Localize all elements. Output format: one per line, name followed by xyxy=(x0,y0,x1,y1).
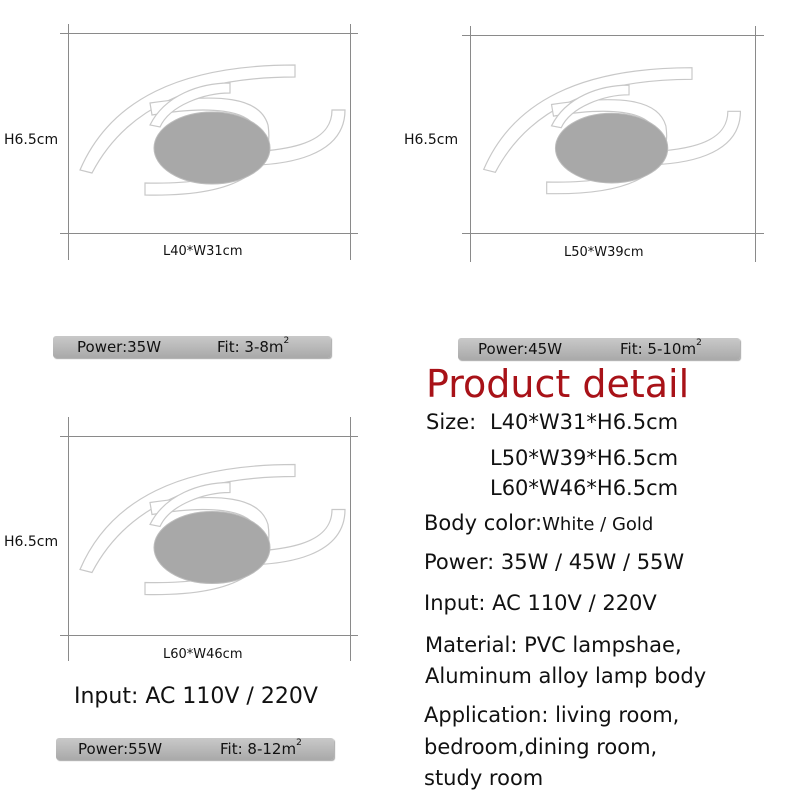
spec-badge-1 xyxy=(53,336,331,358)
fit-label: Fit: $8-12m^2$ xyxy=(220,738,302,758)
size-heading: Size: xyxy=(426,410,477,434)
height-label: H6.5cm xyxy=(4,534,59,550)
power-label: Power:45W xyxy=(478,340,563,358)
dimension-line-left xyxy=(68,417,69,661)
size-label: L50*W39cm xyxy=(564,245,644,260)
product-detail-title: Product detail xyxy=(426,362,690,406)
fit-label: Fit: $3-8m^2$ xyxy=(217,336,290,356)
spec-badge-3 xyxy=(56,738,334,760)
fit-label: Fit: $5-10m^2$ xyxy=(620,338,702,358)
unit-superscript: 2 xyxy=(696,338,702,348)
power-label: Power:55W xyxy=(78,740,163,758)
body-color-value: White / Gold xyxy=(542,514,654,535)
height-label: H6.5cm xyxy=(404,132,459,148)
application-line-1: Application: living room, xyxy=(424,703,680,727)
application-line-3: study room xyxy=(424,766,544,790)
height-label: H6.5cm xyxy=(4,132,59,148)
unit-superscript: 2 xyxy=(296,738,302,748)
material-line-1: Material: PVC lampshae, xyxy=(425,633,682,657)
size-value-2: L50*W39*H6.5cm xyxy=(490,446,679,470)
unit-superscript: 2 xyxy=(283,336,290,346)
body-color-heading: Body color: xyxy=(424,511,543,535)
size-value-3: L60*W46*H6.5cm xyxy=(490,476,679,500)
size-label: L40*W31cm xyxy=(163,244,243,259)
lamp-image xyxy=(70,452,360,617)
dimension-line-bottom xyxy=(60,233,358,234)
application-line-2: bedroom,dining room, xyxy=(424,735,658,759)
spec-badge-2 xyxy=(458,338,740,360)
dimension-line-left xyxy=(68,24,69,260)
dimension-line-top xyxy=(60,33,358,34)
dimension-line-bottom xyxy=(462,233,764,234)
size-value-1: L40*W31*H6.5cm xyxy=(490,410,679,434)
size-label: L60*W46cm xyxy=(163,647,243,662)
lamp-image xyxy=(472,58,757,213)
input-voltage-text: Input: AC 110V / 220V xyxy=(74,684,318,709)
dimension-line-top xyxy=(462,35,764,36)
dimension-line-top xyxy=(60,436,358,437)
dimension-line-bottom xyxy=(60,635,358,636)
lamp-image xyxy=(70,55,360,215)
material-line-2: Aluminum alloy lamp body xyxy=(425,664,707,688)
body-color-line xyxy=(424,511,653,535)
dimension-line-left xyxy=(470,26,471,262)
power-spec: Power: 35W / 45W / 55W xyxy=(424,550,685,574)
input-spec: Input: AC 110V / 220V xyxy=(424,591,657,615)
power-label: Power:35W xyxy=(77,338,162,356)
